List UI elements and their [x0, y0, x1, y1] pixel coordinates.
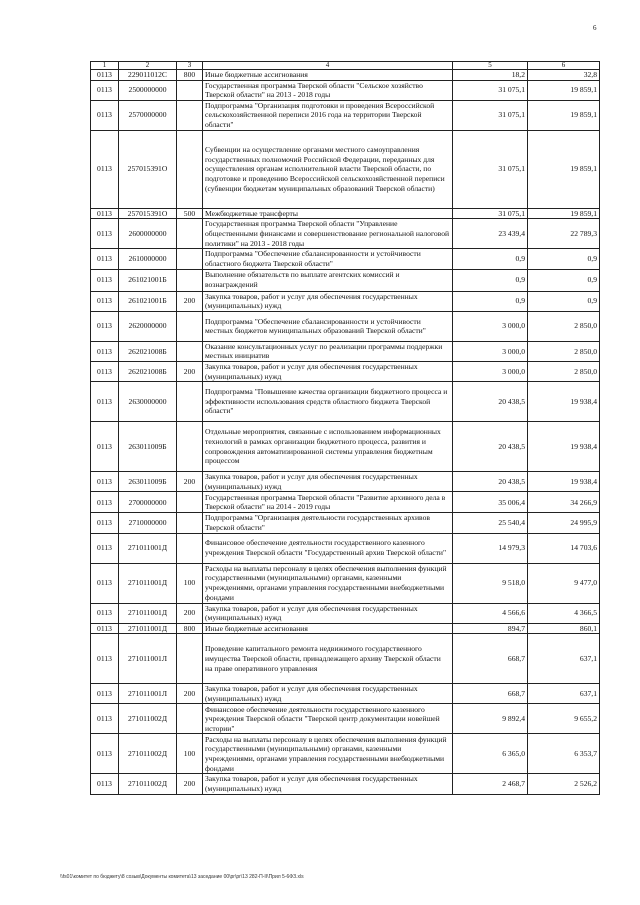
target-code-cell: 271011001Д — [119, 603, 177, 623]
expense-type-cell — [177, 513, 203, 533]
description-cell: Иные бюджетные ассигнования — [203, 70, 453, 81]
amount-actual-cell: 32,8 — [528, 70, 600, 81]
amount-planned-cell: 6 365,0 — [453, 734, 528, 774]
expense-type-cell — [177, 80, 203, 100]
description-cell: Субвенции на осуществление органами местного самоуправления государственных полномочий Российской Федерации, переданных для осуществления органам исполнительной власти Тверской области, по подготовке и проведению Всероссийской сельскохозяйственной переписи (субвенции бюджетам муниципальных образований Тверской области) — [203, 130, 453, 208]
amount-actual-cell: 860,1 — [528, 623, 600, 634]
table-row — [91, 684, 600, 704]
table-body — [91, 62, 600, 795]
target-code-cell: 271011002Д — [119, 774, 177, 794]
amount-actual-cell: 34 266,9 — [528, 492, 600, 513]
description-cell: Финансовое обеспечение деятельности государственного казенного учреждения Тверской области "Государственный архив Тверской области" — [203, 533, 453, 563]
expense-type-cell: 200 — [177, 774, 203, 794]
amount-actual-cell: 0,9 — [528, 269, 600, 291]
description-cell: Иные бюджетные ассигнования — [203, 623, 453, 634]
section-code-cell: 0113 — [91, 249, 119, 269]
section-code-cell: 0113 — [91, 219, 119, 249]
description-cell: Закупка товаров, работ и услуг для обеспечения государственных (муниципальных) нужд — [203, 361, 453, 381]
target-code-cell: 2700000000 — [119, 492, 177, 513]
amount-planned-cell: 3 000,0 — [453, 311, 528, 341]
section-code-cell: 0113 — [91, 311, 119, 341]
amount-planned-cell: 2 468,7 — [453, 774, 528, 794]
amount-actual-cell: 0,9 — [528, 249, 600, 269]
budget-table — [90, 61, 600, 795]
table-row — [91, 70, 600, 81]
amount-actual-cell: 0,9 — [528, 291, 600, 311]
target-code-cell: 262021008Б — [119, 341, 177, 361]
section-code-cell: 0113 — [91, 269, 119, 291]
amount-planned-cell: 3 000,0 — [453, 341, 528, 361]
description-cell: Выполнение обязательств по выплате агентских комиссий и вознаграждений — [203, 269, 453, 291]
table-row — [91, 361, 600, 381]
description-cell: Подпрограмма "Повышение качества организации бюджетного процесса и эффективности использования средств областного бюджета Тверской области" — [203, 382, 453, 422]
target-code-cell: 261021001Б — [119, 269, 177, 291]
section-code-cell: 0113 — [91, 341, 119, 361]
amount-actual-cell: 19 859,1 — [528, 100, 600, 130]
amount-planned-cell: 23 439,4 — [453, 219, 528, 249]
expense-type-cell — [177, 249, 203, 269]
expense-type-cell: 200 — [177, 684, 203, 704]
section-code-cell: 0113 — [91, 100, 119, 130]
description-cell: Отдельные мероприятия, связанные с использованием информационных технологий в рамках организации бюджетного процесса, развития и сопровождения автоматизированной системы управления бюджетным процессом — [203, 422, 453, 472]
amount-planned-cell: 9 518,0 — [453, 563, 528, 603]
target-code-cell: 262021008Б — [119, 361, 177, 381]
header-cell: 3 — [177, 62, 203, 70]
amount-planned-cell: 0,9 — [453, 249, 528, 269]
amount-planned-cell: 25 540,4 — [453, 513, 528, 533]
amount-planned-cell: 20 438,5 — [453, 382, 528, 422]
amount-actual-cell: 9 655,2 — [528, 704, 600, 734]
section-code-cell: 0113 — [91, 492, 119, 513]
table-row — [91, 291, 600, 311]
description-cell: Межбюджетные трансферты — [203, 208, 453, 219]
amount-actual-cell: 2 526,2 — [528, 774, 600, 794]
table-row — [91, 634, 600, 684]
target-code-cell: 2570000000 — [119, 100, 177, 130]
amount-actual-cell: 14 703,6 — [528, 533, 600, 563]
target-code-cell: 2610000000 — [119, 249, 177, 269]
table-row — [91, 603, 600, 623]
section-code-cell: 0113 — [91, 704, 119, 734]
table-row — [91, 734, 600, 774]
table-row — [91, 563, 600, 603]
amount-actual-cell: 4 366,5 — [528, 603, 600, 623]
description-cell: Подпрограмма "Организация подготовки и проведения Всероссийской сельскохозяйственной переписи 2016 года на территории Тверской области" — [203, 100, 453, 130]
table-row — [91, 341, 600, 361]
section-code-cell: 0113 — [91, 70, 119, 81]
amount-actual-cell: 22 789,3 — [528, 219, 600, 249]
expense-type-cell — [177, 634, 203, 684]
description-cell: Государственная программа Тверской области "Сельское хозяйство Тверской области" на 2013 - 2018 годы — [203, 80, 453, 100]
amount-planned-cell: 4 566,6 — [453, 603, 528, 623]
target-code-cell: 271011001Д — [119, 563, 177, 603]
section-code-cell: 0113 — [91, 734, 119, 774]
table-row — [91, 311, 600, 341]
description-cell: Государственная программа Тверской области "Управление общественными финансами и совершенствование региональной налоговой политики" на 2013 - 2018 годы — [203, 219, 453, 249]
table-row — [91, 269, 600, 291]
section-code-cell: 0113 — [91, 472, 119, 492]
header-cell: 5 — [453, 62, 528, 70]
header-cell: 1 — [91, 62, 119, 70]
section-code-cell: 0113 — [91, 533, 119, 563]
amount-planned-cell: 20 438,5 — [453, 422, 528, 472]
amount-actual-cell: 637,1 — [528, 634, 600, 684]
description-cell: Закупка товаров, работ и услуг для обеспечения государственных (муниципальных) нужд — [203, 472, 453, 492]
header-cell: 2 — [119, 62, 177, 70]
section-code-cell: 0113 — [91, 774, 119, 794]
expense-type-cell — [177, 219, 203, 249]
description-cell: Оказание консультационных услуг по реализации программы поддержки местных инициатив — [203, 341, 453, 361]
amount-actual-cell: 19 859,1 — [528, 130, 600, 208]
amount-actual-cell: 19 859,1 — [528, 80, 600, 100]
table-row — [91, 100, 600, 130]
table-row — [91, 80, 600, 100]
target-code-cell: 2620000000 — [119, 311, 177, 341]
section-code-cell: 0113 — [91, 623, 119, 634]
amount-planned-cell: 668,7 — [453, 634, 528, 684]
target-code-cell: 2630000000 — [119, 382, 177, 422]
amount-planned-cell: 20 438,5 — [453, 472, 528, 492]
amount-actual-cell: 2 850,0 — [528, 311, 600, 341]
table-row — [91, 208, 600, 219]
description-cell: Государственная программа Тверской области "Развитие архивного дела в Тверской области" на 2014 - 2019 годы — [203, 492, 453, 513]
target-code-cell: 271011002Д — [119, 704, 177, 734]
target-code-cell: 271011001Д — [119, 533, 177, 563]
target-code-cell: 261021001Б — [119, 291, 177, 311]
amount-actual-cell: 9 477,0 — [528, 563, 600, 603]
expense-type-cell: 200 — [177, 472, 203, 492]
table-row — [91, 130, 600, 208]
table-row — [91, 704, 600, 734]
section-code-cell: 0113 — [91, 382, 119, 422]
target-code-cell: 2600000000 — [119, 219, 177, 249]
amount-planned-cell: 18,2 — [453, 70, 528, 81]
target-code-cell: 257015391О — [119, 208, 177, 219]
table-row — [91, 249, 600, 269]
amount-planned-cell: 31 075,1 — [453, 208, 528, 219]
expense-type-cell: 200 — [177, 291, 203, 311]
table-row — [91, 623, 600, 634]
description-cell: Закупка товаров, работ и услуг для обеспечения государственных (муниципальных) нужд — [203, 603, 453, 623]
expense-type-cell — [177, 341, 203, 361]
amount-planned-cell: 9 892,4 — [453, 704, 528, 734]
expense-type-cell: 500 — [177, 208, 203, 219]
expense-type-cell — [177, 492, 203, 513]
section-code-cell: 0113 — [91, 80, 119, 100]
description-cell: Подпрограмма "Обеспечение сбалансированности и устойчивости областного бюджета Тверской области" — [203, 249, 453, 269]
amount-actual-cell: 19 938,4 — [528, 422, 600, 472]
target-code-cell: 2710000000 — [119, 513, 177, 533]
amount-actual-cell: 19 859,1 — [528, 208, 600, 219]
expense-type-cell: 800 — [177, 70, 203, 81]
target-code-cell: 257015391О — [119, 130, 177, 208]
header-cell: 4 — [203, 62, 453, 70]
target-code-cell: 263011009Б — [119, 472, 177, 492]
target-code-cell: 263011009Б — [119, 422, 177, 472]
file-path-footer: \\fs01\комитет по бюджету\8 созыв\Документы комитета\13 заседание 00\pr\pr\13 282-П-II\Прил 5-6ФЗ.xls — [60, 874, 304, 880]
table-row — [91, 219, 600, 249]
description-cell: Расходы на выплаты персоналу в целях обеспечения выполнения функций государственными (муниципальными) органами, казенными учреждениями, органами управления государственными внебюджетными фондами — [203, 563, 453, 603]
expense-type-cell — [177, 269, 203, 291]
amount-planned-cell: 31 075,1 — [453, 130, 528, 208]
target-code-cell: 271011001Л — [119, 684, 177, 704]
expense-type-cell — [177, 704, 203, 734]
table-row — [91, 513, 600, 533]
expense-type-cell: 200 — [177, 603, 203, 623]
section-code-cell: 0113 — [91, 422, 119, 472]
expense-type-cell: 100 — [177, 734, 203, 774]
description-cell: Финансовое обеспечение деятельности государственного казенного учреждения Тверской области "Тверской центр документации новейшей истории" — [203, 704, 453, 734]
section-code-cell: 0113 — [91, 563, 119, 603]
expense-type-cell — [177, 422, 203, 472]
target-code-cell: 271011001Л — [119, 634, 177, 684]
expense-type-cell — [177, 382, 203, 422]
section-code-cell: 0113 — [91, 130, 119, 208]
table-row — [91, 492, 600, 513]
amount-actual-cell: 6 353,7 — [528, 734, 600, 774]
section-code-cell: 0113 — [91, 603, 119, 623]
amount-planned-cell: 3 000,0 — [453, 361, 528, 381]
amount-planned-cell: 894,7 — [453, 623, 528, 634]
expense-type-cell: 100 — [177, 563, 203, 603]
target-code-cell: 271011001Д — [119, 623, 177, 634]
expense-type-cell — [177, 533, 203, 563]
amount-actual-cell: 19 938,4 — [528, 472, 600, 492]
amount-planned-cell: 668,7 — [453, 684, 528, 704]
expense-type-cell — [177, 100, 203, 130]
description-cell: Закупка товаров, работ и услуг для обеспечения государственных (муниципальных) нужд — [203, 774, 453, 794]
header-cell: 6 — [528, 62, 600, 70]
amount-planned-cell: 35 006,4 — [453, 492, 528, 513]
description-cell: Подпрограмма "Организация деятельности государственных архивов Тверской области" — [203, 513, 453, 533]
amount-actual-cell: 637,1 — [528, 684, 600, 704]
target-code-cell: 229011012С — [119, 70, 177, 81]
section-code-cell: 0113 — [91, 634, 119, 684]
page-number: 6 — [593, 24, 597, 32]
description-cell: Расходы на выплаты персоналу в целях обеспечения выполнения функций государственными (муниципальными) органами, казенными учреждениями, органами управления государственными внебюджетными фондами — [203, 734, 453, 774]
amount-actual-cell: 2 850,0 — [528, 341, 600, 361]
amount-actual-cell: 19 938,4 — [528, 382, 600, 422]
amount-actual-cell: 2 850,0 — [528, 361, 600, 381]
amount-actual-cell: 24 995,9 — [528, 513, 600, 533]
expense-type-cell: 800 — [177, 623, 203, 634]
amount-planned-cell: 14 979,3 — [453, 533, 528, 563]
section-code-cell: 0113 — [91, 208, 119, 219]
expense-type-cell — [177, 311, 203, 341]
description-cell: Закупка товаров, работ и услуг для обеспечения государственных (муниципальных) нужд — [203, 291, 453, 311]
amount-planned-cell: 0,9 — [453, 269, 528, 291]
description-cell: Подпрограмма "Обеспечение сбалансированности и устойчивости местных бюджетов муниципальных образований Тверской области" — [203, 311, 453, 341]
table-row — [91, 533, 600, 563]
description-cell: Проведение капитального ремонта недвижимого государственного имущества Тверской области, принадлежащего архиву Тверской области на праве оперативного управления — [203, 634, 453, 684]
description-cell: Закупка товаров, работ и услуг для обеспечения государственных (муниципальных) нужд — [203, 684, 453, 704]
section-code-cell: 0113 — [91, 291, 119, 311]
header-row — [91, 62, 600, 70]
target-code-cell: 271011002Д — [119, 734, 177, 774]
table-row — [91, 382, 600, 422]
section-code-cell: 0113 — [91, 361, 119, 381]
table-row — [91, 774, 600, 794]
table-row — [91, 422, 600, 472]
expense-type-cell: 200 — [177, 361, 203, 381]
expense-type-cell — [177, 130, 203, 208]
amount-planned-cell: 31 075,1 — [453, 100, 528, 130]
section-code-cell: 0113 — [91, 684, 119, 704]
table-row — [91, 472, 600, 492]
target-code-cell: 2500000000 — [119, 80, 177, 100]
amount-planned-cell: 0,9 — [453, 291, 528, 311]
amount-planned-cell: 31 075,1 — [453, 80, 528, 100]
section-code-cell: 0113 — [91, 513, 119, 533]
